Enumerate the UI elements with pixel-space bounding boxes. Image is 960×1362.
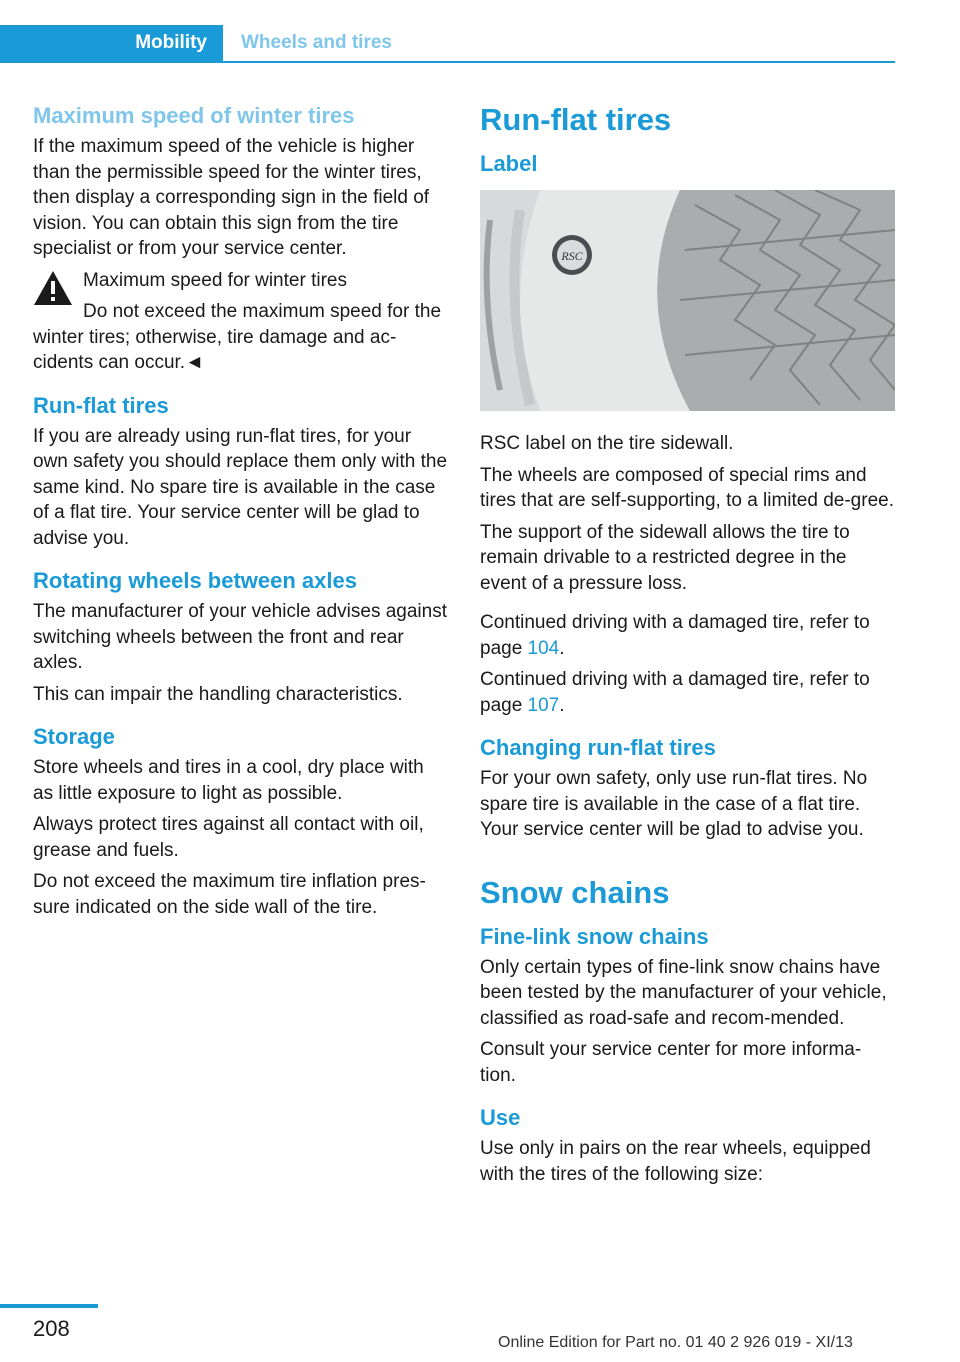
page-link-104[interactable]: 104 [527,637,560,659]
rotating-wheels-heading: Rotating wheels between axles [33,568,357,593]
ref-period-2: . [559,694,565,716]
snow-chains-heading: Snow chains [480,874,670,910]
warning-triangle-icon [33,270,73,306]
ref-text-1: Continued driving with a damaged tire, refer to page [480,612,870,659]
warning-title: Maximum speed for winter tires [83,269,347,291]
runflat-left-text: If you are already using run-flat tires, for your own safety you should replace them only with the same kind. No spare tire is available in the case of a flat tire. Your service center will be glad to advise you. [33,425,448,549]
left-column [33,102,447,926]
runflat-tires-heading: Run-flat tires [480,102,672,137]
ref-paragraph-2 [480,667,895,718]
footer-accent-line [0,1304,98,1308]
fine-link-heading: Fine-link snow chains [480,923,709,949]
tab-wheels-and-tires[interactable]: Wheels and tires [241,32,392,53]
warning-block [33,268,447,376]
runflat-left-heading: Run-flat tires [33,392,169,418]
storage-heading: Storage [33,724,115,749]
runflat-text-2: The support of the sidewall allows the tire to remain drivable to a restricted degree in the event of a pressure loss. [480,521,850,594]
tire-sidewall-image [480,190,895,411]
storage-text-3: Do not exceed the maximum tire inflation pres-sure indicated on the side wall of the tire. [33,871,426,918]
label-heading: Label [480,151,538,176]
storage-text-2: Always protect tires against all contact with oil, grease and fuels. [33,814,424,861]
rsc-logo-text: RSC [561,249,583,263]
runflat-text-1: The wheels are composed of special rims and tires that are self-supporting, to a limited de-gree. [480,464,894,511]
header-tab-bar [0,25,895,63]
warning-text: Do not exceed the maximum speed for the winter tires; otherwise, tire damage and ac-cidents can occur.◄ [33,301,442,373]
use-text: Use only in pairs on the rear wheels, equipped with the tires of the following size: [480,1138,871,1185]
right-column [480,100,895,1193]
fine-link-text-1: Only certain types of fine-link snow chains have been tested by the manufacturer of your vehicle, classified as road-safe and recom-mended. [480,956,887,1029]
edition-note: Online Edition for Part no. 01 40 2 926 019 - XI/13 [498,1334,853,1351]
changing-runflat-text: For your own safety, only use run-flat tires. No spare tire is available in the case of a flat tire. Your service center will be glad to advise you. [480,768,868,840]
fine-link-text-2: Consult your service center for more informa-tion. [480,1039,862,1086]
rotating-wheels-text-2: This can impair the handling characteristics. [33,683,403,705]
rotating-wheels-text-1: The manufacturer of your vehicle advises against switching wheels between the front and rear axles. [33,601,447,673]
ref-period-1: . [559,637,565,659]
rsc-caption: RSC label on the tire sidewall. [480,433,734,454]
use-heading: Use [480,1105,521,1130]
storage-text-1: Store wheels and tires in a cool, dry place with as little exposure to light as possible. [33,757,424,804]
ref-text-2: Continued driving with a damaged tire, refer to page [480,669,870,716]
winter-tires-speed-text: If the maximum speed of the vehicle is higher than the permissible speed for the winter tires, then display a corresponding sign in the field of vision. You can obtain this sign from the tire specialist or from your service center. [33,136,430,259]
changing-runflat-heading: Changing run-flat tires [480,735,716,760]
tab-mobility[interactable]: Mobility [0,25,223,61]
page-number: 208 [33,1316,70,1341]
ref-paragraph-1 [480,610,895,661]
winter-tires-speed-heading: Maximum speed of winter tires [33,103,355,128]
page-link-107[interactable]: 107 [527,694,560,716]
